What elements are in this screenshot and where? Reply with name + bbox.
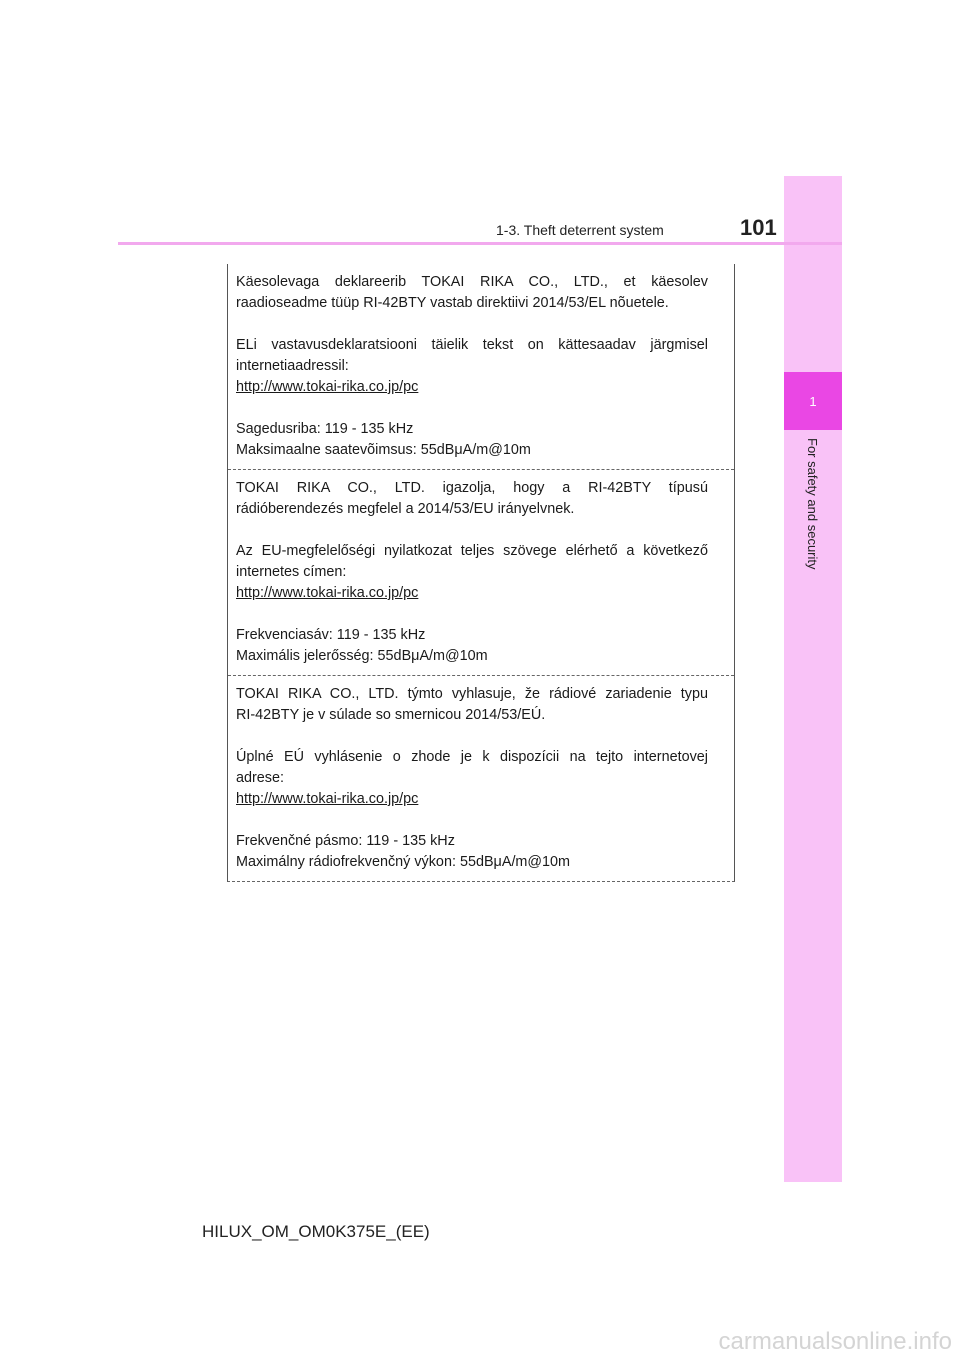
page-number: 101	[740, 215, 777, 240]
decl-line: raadioseadme tüüp RI-42BTY vastab direktiivi 2014/53/EL nõuetele.	[236, 295, 669, 311]
chapter-number: 1	[809, 393, 817, 409]
frequency-band: Sagedusriba: 119 - 135 kHz	[236, 421, 414, 437]
decl-line: adrese:	[236, 770, 284, 786]
declaration-block-hungarian	[228, 469, 734, 675]
max-power: Maximálny rádiofrekvenčný výkon: 55dBμA/m@10m	[236, 854, 571, 870]
max-power: Maximális jelerősség: 55dBμA/m@10m	[236, 648, 488, 664]
decl-line: internetiaadressil:	[236, 358, 349, 374]
decl-line: Úplné EÚ vyhlásenie o zhode je k dispozícii na tejto internetovej	[236, 749, 708, 765]
max-power: Maksimaalne saatevõimsus: 55dBμA/m@10m	[236, 442, 531, 458]
declaration-table	[227, 264, 735, 882]
decl-line: Käesolevaga deklareerib TOKAI RIKA CO., LTD., et käesolev	[236, 274, 708, 290]
decl-line: ELi vastavusdeklaratsiooni täielik tekst on kättesaadav järgmisel	[236, 337, 708, 353]
declaration-url-link[interactable]: http://www.tokai-rika.co.jp/pc	[236, 379, 419, 395]
frequency-band: Frekvenciasáv: 119 - 135 kHz	[236, 627, 426, 643]
decl-line: RI-42BTY je v súlade so smernicou 2014/53/EÚ.	[236, 707, 546, 723]
chapter-side-tab	[784, 176, 842, 1182]
decl-line: Az EU-megfelelőségi nyilatkozat teljes szövege elérhető a következő	[236, 543, 708, 559]
decl-line: TOKAI RIKA CO., LTD. igazolja, hogy a RI-42BTY típusú	[236, 480, 708, 496]
decl-line: rádióberendezés megfelel a 2014/53/EU irányelvnek.	[236, 501, 575, 517]
declaration-block-estonian	[228, 264, 734, 469]
declaration-block-slovak	[228, 675, 734, 881]
declaration-url-link[interactable]: http://www.tokai-rika.co.jp/pc	[236, 791, 419, 807]
watermark: carmanualsonline.info	[718, 1328, 952, 1355]
frequency-band: Frekvenčné pásmo: 119 - 135 kHz	[236, 833, 455, 849]
decl-line: TOKAI RIKA CO., LTD. týmto vyhlasuje, že rádiové zariadenie typu	[236, 686, 708, 702]
declaration-url-link[interactable]: http://www.tokai-rika.co.jp/pc	[236, 585, 419, 601]
section-title: 1-3. Theft deterrent system	[496, 222, 664, 238]
decl-line: internetes címen:	[236, 564, 347, 580]
document-code: HILUX_OM_OM0K375E_(EE)	[202, 1222, 430, 1241]
chapter-number-tab[interactable]	[784, 372, 842, 430]
header-rule	[118, 242, 842, 245]
chapter-label: For safety and security	[805, 438, 820, 570]
